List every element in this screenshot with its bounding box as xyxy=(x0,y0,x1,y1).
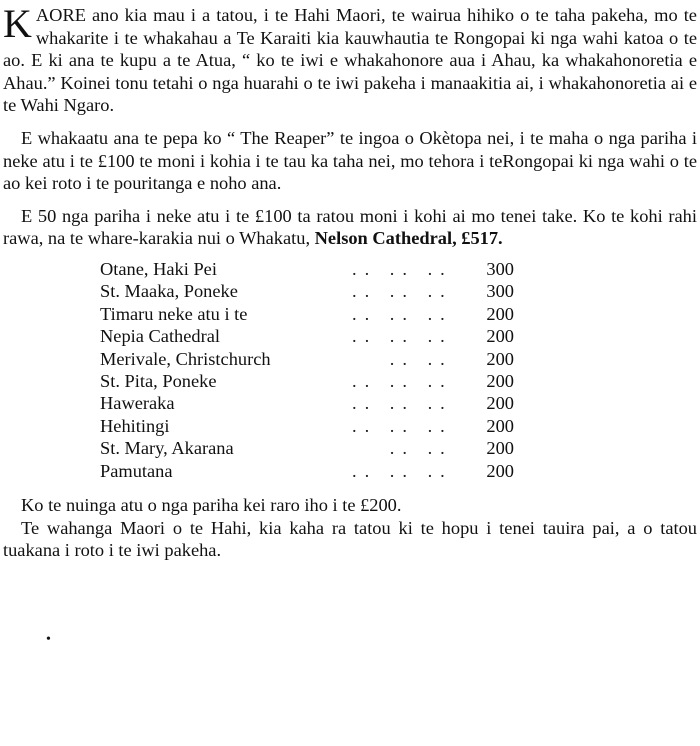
table-row xyxy=(100,460,514,482)
print-speck: • xyxy=(46,632,51,647)
parish-amount: 200 xyxy=(486,415,514,436)
paragraph-5: Te wahanga Maori o te Hahi, kia kaha ra tatou ki te hopu i tenei tauira pai, a o tatou tuakana i roto i te iwi pakeha. xyxy=(3,517,697,561)
table-row xyxy=(100,437,514,459)
parish-name: Nepia Cathedral xyxy=(100,326,220,347)
parish-name: Otane, Haki Pei xyxy=(100,258,217,279)
dot-leader: .. .. .. xyxy=(352,326,453,347)
dot-leader: .. .. xyxy=(352,348,453,369)
table-row xyxy=(100,325,514,347)
dot-leader: .. .. .. xyxy=(352,258,453,279)
paragraph-3-text: E 50 nga pariha i neke atu i te £100 ta ratou moni i kohi ai mo tenei take. Ko te kohi rahi rawa, na te whare-karakia nui o Whakatu, xyxy=(3,205,697,249)
parish-name: St. Mary, Akarana xyxy=(100,438,234,459)
parish-amount: 200 xyxy=(486,370,514,391)
paragraph-1 xyxy=(3,1,697,117)
parish-table xyxy=(100,258,514,482)
drop-cap: K xyxy=(3,1,32,46)
paragraph-4: Ko te nuinga atu o nga pariha kei raro iho i te £200. xyxy=(21,495,402,515)
table-row xyxy=(100,303,514,325)
parish-amount: 300 xyxy=(486,281,514,302)
parish-amount: 300 xyxy=(486,258,514,279)
parish-amount: 200 xyxy=(486,303,514,324)
parish-amount: 200 xyxy=(486,393,514,414)
table-row xyxy=(100,258,514,280)
parish-name: Hehitingi xyxy=(100,415,170,436)
paragraph-3-highlight: Nelson Cathedral, £517. xyxy=(314,228,503,249)
parish-name: Haweraka xyxy=(100,393,175,414)
parish-name: Timaru neke atu i te xyxy=(100,303,248,324)
parish-name: St. Maaka, Poneke xyxy=(100,281,238,302)
dot-leader: .. .. .. xyxy=(352,303,453,324)
table-row xyxy=(100,280,514,302)
dot-leader: .. .. .. xyxy=(352,393,453,414)
dot-leader: .. .. .. xyxy=(352,370,453,391)
paragraph-1-body: hihiko o te taha pakeha, mo te whakarite i te whakahau a Te Karaiti kia kauwhautia te Rongopai ki nga wahi katoa o te ao. E ki ana te kupu a te Atua, “ ko te iwi e whakahonore aua i Ahau, ka whakahonoretia e Ahau.” Koinei tonu tetahi o nga huarahi o te iwi pakeha i manaakitia ai, i whakahonoretia ai e te Wahi Ngaro. xyxy=(3,5,697,116)
paragraph-1-first-line: AORE ano kia mau i a tatou, i te Hahi Maori, te wairua xyxy=(35,5,461,25)
table-row xyxy=(100,348,514,370)
table-row xyxy=(100,392,514,414)
paragraph-3 xyxy=(3,205,697,250)
parish-amount: 200 xyxy=(486,460,514,481)
parish-name: Merivale, Christchurch xyxy=(100,348,271,369)
parish-amount: 200 xyxy=(486,438,514,459)
parish-amount: 200 xyxy=(486,348,514,369)
dot-leader: .. .. .. xyxy=(352,460,453,481)
parish-name: Pamutana xyxy=(100,460,173,481)
dot-leader: .. .. xyxy=(352,438,453,459)
parish-name: St. Pita, Poneke xyxy=(100,370,217,391)
dot-leader: .. .. .. xyxy=(352,415,453,436)
table-row xyxy=(100,370,514,392)
dot-leader: .. .. .. xyxy=(352,281,453,302)
table-row xyxy=(100,415,514,437)
parish-amount: 200 xyxy=(486,326,514,347)
paragraph-2: E whakaatu ana te pepa ko “ The Reaper” te ingoa o Okètopa nei, i te maha o nga pariha i neke atu i te £100 te moni i kohia i te tau ka taha nei, mo tehora i teRongopai ki nga wahi o te ao kei roto i te pouritanga e noho ana. xyxy=(3,127,697,194)
